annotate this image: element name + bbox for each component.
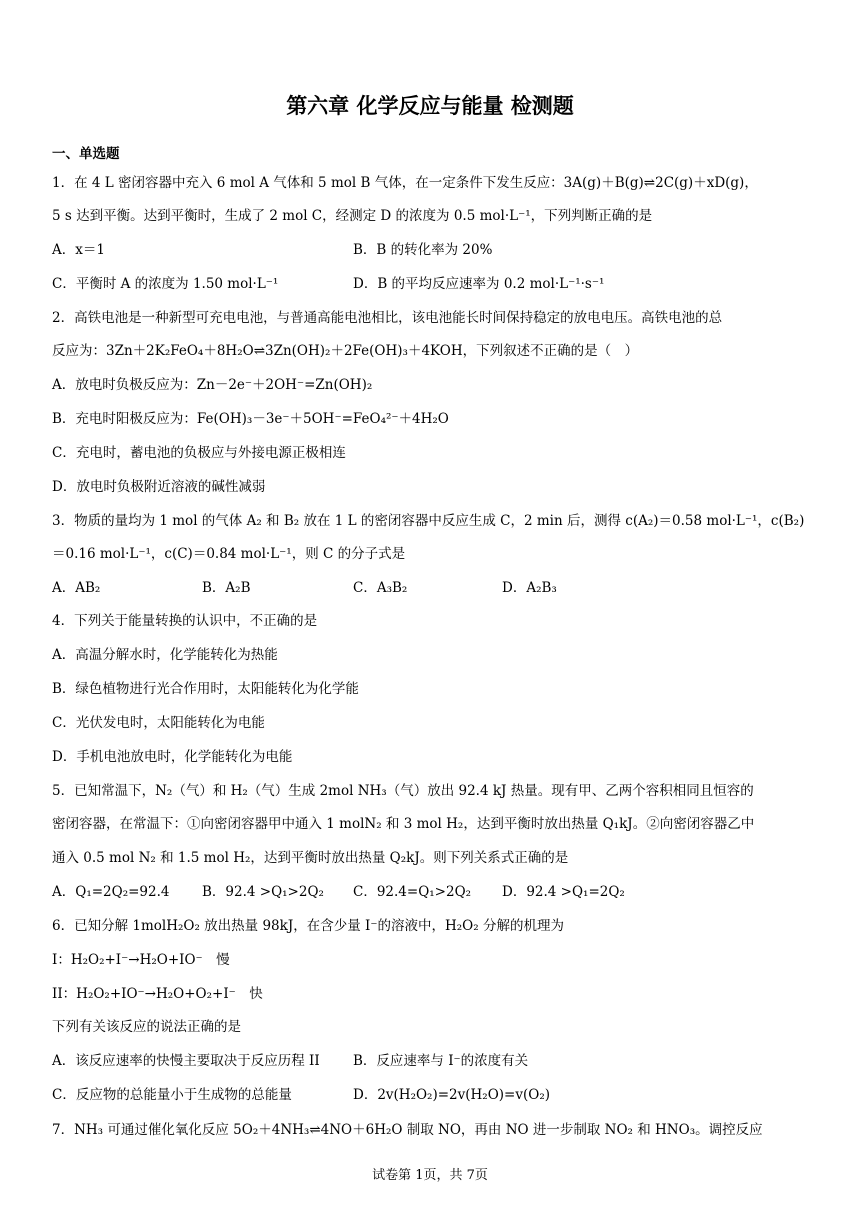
q2-option-c: C．充电时，蓄电池的负极应与外接电源正极相连 — [52, 445, 346, 461]
section-heading: 一、单选题 — [52, 146, 120, 162]
q5-option-c: C．92.4=Q₁>2Q₂ — [353, 884, 472, 900]
q6-option-a: A．该反应速率的快慢主要取决于反应历程 II — [52, 1053, 320, 1069]
q6-option-c: C．反应物的总能量小于生成物的总能量 — [52, 1087, 292, 1103]
q3-option-c: C．A₃B₂ — [353, 580, 408, 596]
page-footer: 试卷第 1页，共 7页 — [372, 1168, 488, 1183]
q3-stem-line2: ＝0.16 mol·L⁻¹，c(C)＝0.84 mol·L⁻¹，则 C 的分子式是 — [52, 546, 406, 562]
q2-stem-line1: 2．高铁电池是一种新型可充电电池，与普通高能电池相比，该电池能长时间保持稳定的放电电压。高铁电池的总 — [52, 310, 723, 326]
q6-stem-line2: 下列有关该反应的说法正确的是 — [52, 1019, 241, 1035]
q6-stem-line1: 6．已知分解 1molH₂O₂ 放出热量 98kJ，在含少量 I⁻的溶液中，H₂O₂ 分解的机理为 — [52, 918, 564, 934]
q5-option-b: B．92.4 >Q₁>2Q₂ — [202, 884, 324, 900]
q6-option-d: D．2v(H₂O₂)=2v(H₂O)=v(O₂) — [353, 1087, 551, 1103]
q5-stem-line3: 通入 0.5 mol N₂ 和 1.5 mol H₂，达到平衡时放出热量 Q₂kJ。则下列关系式正确的是 — [52, 850, 569, 866]
q4-stem-line1: 4．下列关于能量转换的认识中，不正确的是 — [52, 613, 318, 629]
q1-stem-line2: 5 s 达到平衡。达到平衡时，生成了 2 mol C，经测定 D 的浓度为 0.5 mol·L⁻¹，下列判断正确的是 — [52, 208, 653, 224]
q7-stem-line1: 7．NH₃ 可通过催化氧化反应 5O₂＋4NH₃⇌4NO＋6H₂O 制取 NO，再由 NO 进一步制取 NO₂ 和 HNO₃。调控反应 — [52, 1122, 763, 1138]
q5-option-d: D．92.4 >Q₁=2Q₂ — [502, 884, 625, 900]
q4-option-a: A．高温分解水时，化学能转化为热能 — [52, 647, 278, 663]
q6-mechanism-2: II：H₂O₂+IO⁻→H₂O+O₂+I⁻ 快 — [52, 986, 263, 1002]
q5-stem-line1: 5．已知常温下，N₂（气）和 H₂（气）生成 2mol NH₃（气）放出 92.4 kJ 热量。现有甲、乙两个容积相同且恒容的 — [52, 783, 754, 799]
q3-option-b: B．A₂B — [202, 580, 251, 596]
q2-option-d: D．放电时负极附近溶液的碱性减弱 — [52, 479, 266, 495]
q5-stem-line2: 密闭容器，在常温下：①向密闭容器甲中通入 1 molN₂ 和 3 mol H₂，达到平衡时放出热量 Q₁kJ。②向密闭容器乙中 — [52, 816, 755, 832]
q2-option-b: B．充电时阳极反应为：Fe(OH)₃－3e⁻＋5OH⁻=FeO₄²⁻＋4H₂O — [52, 411, 449, 427]
q3-option-a: A．AB₂ — [52, 580, 101, 596]
q5-option-a: A．Q₁=2Q₂=92.4 — [52, 884, 170, 900]
q3-option-d: D．A₂B₃ — [502, 580, 557, 596]
q1-option-b: B．B 的转化率为 20% — [353, 242, 493, 258]
q1-option-a: A．x＝1 — [52, 242, 105, 258]
page-title: 第六章 化学反应与能量 检测题 — [286, 94, 574, 118]
q1-option-c: C．平衡时 A 的浓度为 1.50 mol·L⁻¹ — [52, 276, 279, 292]
q3-stem-line1: 3．物质的量均为 1 mol 的气体 A₂ 和 B₂ 放在 1 L 的密闭容器中反应生成 C，2 min 后，测得 c(A₂)＝0.58 mol·L⁻¹，c(B₂) — [52, 513, 805, 529]
q2-stem-line2: 反应为：3Zn＋2K₂FeO₄＋8H₂O⇌3Zn(OH)₂＋2Fe(OH)₃＋4KOH，下列叙述不正确的是（ ） — [52, 343, 639, 359]
q6-mechanism-1: I：H₂O₂+I⁻→H₂O+IO⁻ 慢 — [52, 952, 230, 968]
q4-option-c: C．光伏发电时，太阳能转化为电能 — [52, 715, 265, 731]
q1-stem-line1: 1．在 4 L 密闭容器中充入 6 mol A 气体和 5 mol B 气体，在一定条件下发生反应：3A(g)＋B(g)⇌2C(g)＋xD(g)， — [52, 175, 758, 191]
q4-option-b: B．绿色植物进行光合作用时，太阳能转化为化学能 — [52, 681, 359, 697]
q2-option-a: A．放电时负极反应为：Zn－2e⁻＋2OH⁻=Zn(OH)₂ — [52, 377, 373, 393]
q6-option-b: B．反应速率与 I⁻的浓度有关 — [353, 1053, 529, 1069]
q4-option-d: D．手机电池放电时，化学能转化为电能 — [52, 749, 293, 765]
q1-option-d: D．B 的平均反应速率为 0.2 mol·L⁻¹·s⁻¹ — [353, 276, 605, 292]
